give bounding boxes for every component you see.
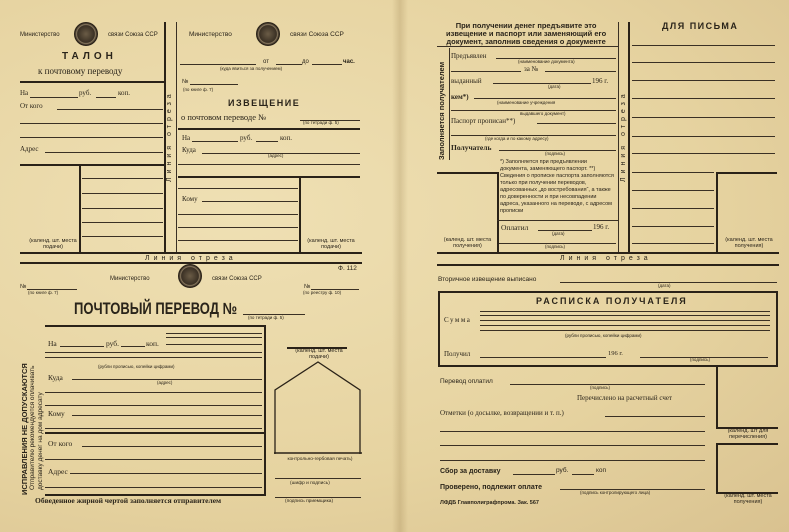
rule-line bbox=[20, 81, 165, 83]
rule-line bbox=[716, 443, 778, 445]
rule-line bbox=[178, 214, 298, 215]
notice-from: от bbox=[263, 59, 269, 65]
transferred-label: Перечислено на расчетный счет bbox=[577, 394, 673, 402]
notice-hours: час. bbox=[343, 59, 355, 65]
rule-line bbox=[632, 136, 775, 137]
secondary-notice-date-caption: (дата) bbox=[658, 283, 671, 288]
talon-ministry: Министерство bbox=[20, 32, 60, 38]
rule-line bbox=[513, 474, 555, 475]
rule-line bbox=[299, 176, 301, 252]
order-registry-caption: (по реестру ф. 10) bbox=[303, 290, 342, 295]
talon-title: ТАЛОН bbox=[62, 51, 117, 62]
order-book-number-sign: № bbox=[20, 284, 27, 290]
form-number: Ф. 112 bbox=[338, 265, 357, 272]
rule-line bbox=[57, 109, 163, 110]
rule-line bbox=[618, 22, 619, 252]
issued-label: выданный bbox=[451, 77, 482, 85]
rule-line bbox=[632, 98, 775, 99]
paid-by-label: Перевод оплатил bbox=[440, 378, 493, 385]
rule-line bbox=[545, 71, 616, 72]
rule-line bbox=[20, 123, 163, 124]
order-amount-caption: (рубли прописью, копейки цифрами) bbox=[98, 364, 175, 369]
rule-line bbox=[178, 164, 360, 165]
received-label: Получил bbox=[444, 350, 471, 358]
rule-line bbox=[440, 460, 705, 461]
notice-to: до bbox=[302, 59, 309, 65]
rule-line bbox=[632, 153, 775, 154]
paid-by-signature-caption: (подпись) bbox=[590, 385, 611, 390]
order-notebook-caption: (по тетради ф. 5) bbox=[248, 315, 284, 320]
rule-line bbox=[480, 320, 770, 321]
rule-line bbox=[632, 117, 775, 118]
order-from-label: От кого bbox=[48, 439, 73, 448]
order-footer-note: Обведенное жирной чертой заполняется отправителем bbox=[35, 496, 222, 505]
checker-signature-caption: (подпись контролирующего лица) bbox=[580, 490, 651, 495]
rule-line bbox=[82, 193, 163, 194]
stamp-caption: контрольно-гербовая печать) bbox=[287, 457, 353, 462]
notice-where-caption: (куда явиться за получением) bbox=[220, 66, 283, 71]
rule-line bbox=[480, 357, 606, 358]
rule-line bbox=[716, 365, 718, 428]
rule-line bbox=[632, 208, 714, 209]
side-recommendation-line: Отправителю рекомендуется оплачивать bbox=[29, 365, 36, 490]
receipt-instruction bbox=[446, 22, 606, 46]
paid-label: Оплатил bbox=[501, 223, 529, 232]
notice-notebook-caption: (по тетради ф. 5) bbox=[303, 120, 339, 125]
rule-line bbox=[716, 443, 718, 493]
rule-line bbox=[82, 446, 262, 447]
rule-line bbox=[632, 172, 714, 173]
talon-na: На bbox=[20, 89, 29, 97]
rule-line bbox=[493, 83, 591, 84]
rule-line bbox=[178, 128, 360, 130]
rule-line bbox=[45, 325, 265, 327]
side-recommendation-line: доставку денег на дом адресату bbox=[37, 392, 44, 490]
rule-line bbox=[45, 352, 262, 353]
notice-calendar-caption: (календ. шт. места подачи) bbox=[307, 238, 355, 250]
receipt-title: РАСПИСКА ПОЛУЧАТЕЛЯ bbox=[536, 296, 688, 306]
cipher-caption: (шифр и подпись) bbox=[290, 481, 330, 486]
rule-line bbox=[30, 97, 78, 98]
rule-line bbox=[20, 137, 163, 138]
rule-line bbox=[178, 176, 360, 178]
talon-rub: руб. bbox=[79, 89, 92, 97]
doc-number-label: за № bbox=[524, 65, 539, 73]
rule-line bbox=[96, 97, 116, 98]
rule-line bbox=[176, 22, 177, 252]
talon-ministry-of: связи Союза ССР bbox=[108, 32, 158, 38]
rule-line bbox=[312, 64, 342, 65]
rule-line bbox=[437, 172, 497, 174]
rule-line bbox=[437, 46, 618, 47]
rule-line bbox=[166, 344, 262, 345]
recipient-signature-caption: (подпись) bbox=[545, 151, 566, 156]
rule-line bbox=[45, 405, 262, 406]
rule-line bbox=[45, 357, 262, 358]
transfer-calendar-caption: (календ. шт для перечисления) bbox=[727, 428, 769, 440]
rule-line bbox=[538, 230, 592, 231]
talon-subtitle: к почтовому переводу bbox=[38, 66, 123, 76]
footnote-text: *) Заполняется при предъявлении документа, заменяющего паспорт. **) Сведения о прописке паспорта заполняются только при получении переводов, адресованных „до востребования“, а также по доверенности и при несовпадении адреса, указанного на переводе, с адресом прописки bbox=[500, 159, 614, 214]
letter-title: ДЛЯ ПИСЬМА bbox=[662, 21, 739, 31]
rule-line bbox=[451, 71, 521, 72]
letter-calendar-caption: (календ. шт. места получения) bbox=[725, 237, 773, 249]
rule-line bbox=[572, 474, 594, 475]
rule-line bbox=[480, 325, 770, 326]
rule-line bbox=[178, 188, 298, 189]
order-na: На bbox=[48, 339, 57, 348]
rule-line bbox=[632, 243, 714, 244]
order-address-caption: (адрес) bbox=[157, 380, 173, 385]
printer-imprint: ЛФДБ Главполиграфпрома. Зак. 567 bbox=[440, 500, 539, 506]
notice-ministry-of: связи Союза ССР bbox=[290, 31, 344, 38]
rule-line bbox=[628, 22, 630, 252]
receipt-sum-label: Сумма bbox=[444, 316, 472, 324]
paid-signature-caption: (подпись) bbox=[545, 244, 566, 249]
delivery-fee-kop: коп bbox=[596, 467, 607, 474]
rule-line bbox=[256, 141, 278, 142]
notice-title: ИЗВЕЩЕНИЕ bbox=[228, 98, 301, 108]
rule-line bbox=[166, 337, 262, 338]
rule-line bbox=[437, 252, 779, 254]
cut-line-label: Линия отреза bbox=[166, 90, 173, 182]
rule-line bbox=[45, 432, 265, 434]
notice-subtitle: о почтовом переводе № bbox=[181, 112, 267, 122]
order-title: ПОЧТОВЫЙ ПЕРЕВОД № bbox=[74, 298, 238, 318]
notice-kop: коп. bbox=[280, 134, 293, 142]
rule-line bbox=[632, 226, 714, 227]
checked-label: Проверено, подлежит оплате bbox=[440, 484, 543, 491]
notice-to-whom-label: Кому bbox=[182, 195, 198, 203]
clerk-signature-caption: (подпись приемщика) bbox=[285, 499, 334, 504]
secondary-notice-label: Вторичное извещение выписано bbox=[438, 276, 537, 283]
recipient-label: Получатель bbox=[451, 143, 492, 152]
rule-line bbox=[45, 487, 262, 488]
issued-date-caption: (дата) bbox=[548, 84, 561, 89]
rule-line bbox=[632, 62, 775, 63]
order-rub: руб. bbox=[106, 339, 119, 348]
issued-by-label: кем*) bbox=[451, 93, 469, 101]
rule-line bbox=[178, 227, 298, 228]
rule-line bbox=[121, 346, 145, 347]
rule-line bbox=[82, 178, 163, 179]
rule-line bbox=[45, 428, 262, 429]
where-when-caption: (где когда и по какому адресу) bbox=[485, 136, 549, 141]
rule-line bbox=[480, 311, 770, 312]
received-signature-caption: (подпись) bbox=[690, 357, 711, 362]
rule-line bbox=[437, 264, 779, 266]
ussr-emblem-icon bbox=[256, 22, 280, 46]
paid-date-caption: (дата) bbox=[552, 231, 565, 236]
rule-line bbox=[474, 98, 616, 99]
cut-line-label: Линия отреза bbox=[560, 255, 652, 262]
rule-line bbox=[497, 220, 618, 221]
rule-line bbox=[440, 431, 705, 432]
notice-address-caption: (адрес) bbox=[268, 153, 284, 158]
delivery-fee-label: Сбор за доставку bbox=[440, 468, 501, 475]
order-where-label: Куда bbox=[48, 373, 63, 382]
notice-rub: руб. bbox=[240, 134, 253, 142]
notice-book-caption: (по книге ф. 7) bbox=[183, 87, 214, 92]
rule-line bbox=[70, 473, 262, 474]
rule-line bbox=[717, 172, 777, 174]
talon-calendar-caption: (календ. шт. места подачи) bbox=[29, 238, 77, 250]
presented-label: Предъявлен bbox=[451, 52, 487, 60]
cut-line-label: Линия отреза bbox=[620, 90, 627, 182]
institution-caption: (наименование учреждения bbox=[497, 100, 556, 105]
rule-line bbox=[178, 240, 298, 241]
rule-line bbox=[60, 346, 104, 347]
order-to-whom-label: Кому bbox=[48, 409, 65, 418]
rule-line bbox=[45, 152, 163, 153]
rule-line bbox=[45, 459, 262, 460]
rule-line bbox=[716, 172, 718, 252]
passport-registered-label: Паспорт прописан**) bbox=[451, 117, 516, 125]
talon-kop: коп. bbox=[118, 89, 131, 97]
stamp-area-outline bbox=[274, 360, 364, 455]
delivery-fee-rub: руб. bbox=[556, 467, 569, 474]
order-book-caption: (по книге ф. 7) bbox=[28, 290, 59, 295]
marks-label: Отметки (о досылке, возвращении и т. п.) bbox=[440, 409, 564, 417]
rule-line bbox=[45, 392, 262, 393]
order-ministry-of: связи Союза ССР bbox=[212, 276, 262, 282]
rule-line bbox=[275, 497, 361, 498]
order-kop: коп. bbox=[146, 339, 159, 348]
receipt-instruction-line: документ, заполнив сведения о документе bbox=[446, 37, 606, 46]
rule-line bbox=[166, 333, 262, 334]
order-ministry: Министерство bbox=[110, 276, 150, 282]
rule-line bbox=[632, 190, 714, 191]
order-calendar-caption: (календ. шт. места подачи) bbox=[295, 348, 343, 360]
rule-line bbox=[632, 80, 775, 81]
rule-line bbox=[275, 478, 361, 479]
rule-line bbox=[276, 64, 302, 65]
issuing-doc-caption: выдавшего документ) bbox=[520, 111, 566, 116]
ussr-emblem-icon bbox=[74, 22, 98, 46]
rule-line bbox=[20, 252, 362, 254]
rule-line bbox=[480, 315, 770, 316]
order-registry-number-sign: № bbox=[304, 284, 311, 290]
rule-line bbox=[82, 208, 163, 209]
order-address-label: Адрес bbox=[48, 467, 68, 476]
talon-from-label: От кого bbox=[20, 102, 43, 110]
rule-line bbox=[497, 172, 499, 252]
receipt-calendar-caption: (календ. шт. места получения) bbox=[443, 237, 492, 249]
receipt-instruction-line: извещение и паспорт или заменяющий его bbox=[446, 29, 607, 38]
rule-line bbox=[202, 201, 298, 202]
notice-number-sign: № bbox=[182, 79, 189, 85]
issued-year: 196 г. bbox=[592, 77, 609, 85]
rule-line bbox=[264, 325, 266, 496]
rule-line bbox=[82, 222, 163, 223]
rule-line bbox=[79, 164, 81, 252]
rule-line bbox=[537, 123, 616, 124]
filled-by-recipient-label: Заполняется получателем bbox=[437, 61, 446, 160]
no-corrections-notice: ИСПРАВЛЕНИЯ НЕ ДОПУСКАЮТСЯ bbox=[20, 363, 29, 495]
rule-line bbox=[480, 330, 770, 331]
notice-na: На bbox=[182, 134, 191, 142]
rule-line bbox=[20, 164, 165, 166]
rule-line bbox=[72, 415, 262, 416]
notice-where-label: Куда bbox=[182, 146, 196, 154]
rule-line bbox=[192, 141, 238, 142]
rule-line bbox=[180, 64, 256, 65]
talon-address-label: Адрес bbox=[20, 145, 39, 153]
rule-line bbox=[605, 416, 705, 417]
rule-line bbox=[449, 48, 450, 160]
page-fold bbox=[392, 0, 408, 532]
paid-year: 196 г. bbox=[593, 223, 610, 231]
doc-name-caption: (наименование документа) bbox=[518, 59, 575, 64]
rule-line bbox=[440, 445, 705, 446]
receipt-instruction-line: При получении денег предъявите это bbox=[455, 21, 597, 30]
rule-line bbox=[632, 45, 775, 46]
rule-line bbox=[190, 84, 238, 85]
ussr-emblem-icon bbox=[178, 264, 202, 288]
cut-line-label: Линия отреза bbox=[145, 255, 237, 262]
receipt-amount-caption: (рубли прописью, копейки цифрами) bbox=[565, 333, 642, 338]
notice-ministry: Министерство bbox=[189, 31, 232, 38]
rule-line bbox=[82, 236, 163, 237]
received-year: 196 г. bbox=[608, 350, 623, 357]
receipt-calendar-caption: (календ. шт. места получения) bbox=[724, 493, 772, 505]
